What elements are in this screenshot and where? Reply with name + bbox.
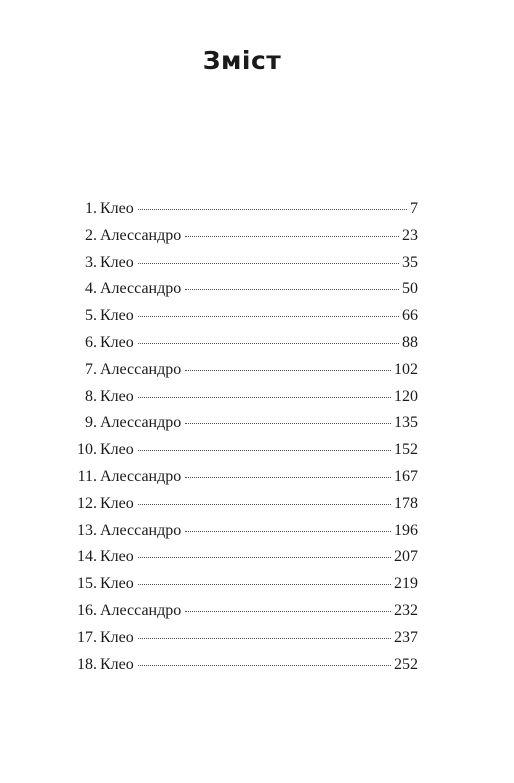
toc-entry-title: Алессандро <box>100 467 182 485</box>
toc-entry-number: 14. <box>77 548 97 566</box>
toc-entry-title: Алессандро <box>100 360 182 378</box>
toc-entry <box>68 307 418 334</box>
toc-dot-leader <box>185 531 391 532</box>
toc-dot-leader <box>138 343 399 344</box>
toc-entry-page: 207 <box>394 548 418 566</box>
toc-entry <box>68 280 418 307</box>
toc-dot-leader <box>138 638 391 639</box>
toc-dot-leader <box>185 423 391 424</box>
toc-dot-leader <box>138 450 391 451</box>
toc-entry-title: Клео <box>100 307 134 325</box>
toc-entry-page: 88 <box>402 333 418 351</box>
toc-entry-page: 23 <box>402 226 418 244</box>
toc-entry-title: Клео <box>100 494 134 512</box>
toc-dot-leader <box>185 289 399 290</box>
toc-entry-page: 219 <box>394 575 418 593</box>
toc-entry-number: 10. <box>77 441 97 459</box>
toc-entry-page: 102 <box>394 360 418 378</box>
toc-entry-page: 35 <box>402 253 418 271</box>
toc-entry <box>68 414 418 441</box>
toc-entry-title: Алессандро <box>100 601 182 619</box>
toc-entry-title: Клео <box>100 253 134 271</box>
toc-entry-page: 66 <box>402 307 418 325</box>
toc-entry <box>68 441 418 468</box>
toc-entry <box>68 200 418 227</box>
toc-entry-title: Алессандро <box>100 280 182 298</box>
toc-entry-title: Алессандро <box>100 414 182 432</box>
toc-entry <box>68 602 418 629</box>
toc-entry-title: Алессандро <box>100 521 182 539</box>
toc-entry-title: Клео <box>100 200 134 217</box>
toc-entry-number: 5. <box>85 307 97 325</box>
toc-entry-page: 196 <box>394 521 418 539</box>
toc-dot-leader <box>138 504 391 505</box>
toc-entry-page: 232 <box>394 601 418 619</box>
toc-entry-page: 237 <box>394 628 418 646</box>
toc-entry <box>68 656 418 683</box>
toc-entry-page: 7 <box>410 200 418 217</box>
table-of-contents <box>68 200 418 682</box>
page-title: Зміст <box>202 46 282 75</box>
toc-entry <box>68 629 418 656</box>
toc-dot-leader <box>138 397 391 398</box>
toc-dot-leader <box>185 611 391 612</box>
toc-entry <box>68 495 418 522</box>
toc-dot-leader <box>185 236 399 237</box>
toc-dot-leader <box>138 557 391 558</box>
toc-dot-leader <box>138 665 391 666</box>
toc-entry <box>68 227 418 254</box>
toc-entry <box>68 388 418 415</box>
toc-entry-page: 50 <box>402 280 418 298</box>
toc-entry-number: 3. <box>85 253 97 271</box>
toc-entry <box>68 361 418 388</box>
toc-entry-page: 252 <box>394 655 418 673</box>
toc-entry-title: Алессандро <box>100 226 182 244</box>
toc-entry-title: Клео <box>100 628 134 646</box>
toc-dot-leader <box>138 316 399 317</box>
toc-entry-title: Клео <box>100 333 134 351</box>
toc-entry-number: 15. <box>77 575 97 593</box>
toc-entry-title: Клео <box>100 387 134 405</box>
toc-dot-leader <box>138 263 399 264</box>
toc-entry-number: 18. <box>77 655 97 673</box>
toc-entry-title: Клео <box>100 548 134 566</box>
toc-entry-number: 12. <box>77 494 97 512</box>
toc-entry <box>68 334 418 361</box>
toc-entry-number: 2. <box>85 226 97 244</box>
toc-entry <box>68 254 418 281</box>
toc-entry-number: 7. <box>85 360 97 378</box>
toc-entry-title: Клео <box>100 441 134 459</box>
toc-entry-page: 167 <box>394 467 418 485</box>
toc-entry <box>68 548 418 575</box>
toc-entry-page: 152 <box>394 441 418 459</box>
toc-entry-page: 120 <box>394 387 418 405</box>
toc-entry-number: 11. <box>77 467 97 485</box>
toc-entry-number: 8. <box>85 387 97 405</box>
toc-entry-number: 6. <box>85 333 97 351</box>
toc-dot-leader <box>138 584 391 585</box>
toc-entry-number: 4. <box>85 280 97 298</box>
toc-dot-leader <box>185 477 391 478</box>
toc-entry-number: 1. <box>85 200 97 217</box>
toc-entry-number: 13. <box>77 521 97 539</box>
toc-dot-leader <box>185 370 391 371</box>
toc-entry <box>68 575 418 602</box>
toc-entry <box>68 468 418 495</box>
toc-entry-page: 178 <box>394 494 418 512</box>
toc-entry-number: 17. <box>77 628 97 646</box>
toc-entry-number: 9. <box>85 414 97 432</box>
toc-entry-page: 135 <box>394 414 418 432</box>
toc-dot-leader <box>138 209 407 210</box>
toc-entry-title: Клео <box>100 575 134 593</box>
toc-entry-title: Клео <box>100 655 134 673</box>
toc-entry-number: 16. <box>77 601 97 619</box>
toc-entry <box>68 522 418 549</box>
